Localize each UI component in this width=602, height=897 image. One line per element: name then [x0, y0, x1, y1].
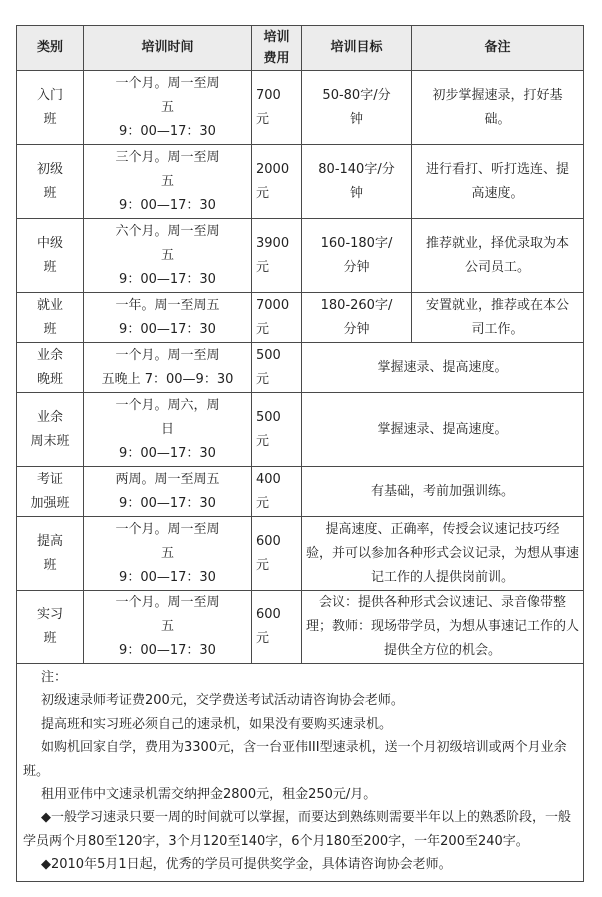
class-name-cell: 业余 周末班 — [17, 393, 84, 467]
notes-line: 提高班和实习班必须自己的速录机，如果没有要购买速录机。 — [41, 716, 393, 732]
table-row — [17, 393, 584, 467]
header-category: 类别 — [17, 26, 84, 71]
remark-cell: 初步掌握速录，打好基 础。 — [412, 71, 584, 145]
class-name-cell: 中级 班 — [17, 219, 84, 293]
fee-cell: 600 元 — [252, 517, 302, 591]
remark-cell: 安置就业，推荐或在本公 司工作。 — [412, 293, 584, 343]
fee-cell: 500 元 — [252, 393, 302, 467]
header-remark: 备注 — [412, 26, 584, 71]
time-cell: 一个月。周一至周 五 9：00—17：30 — [84, 71, 252, 145]
notes-line: 租用亚伟中文速录机需交纳押金2800元，租金250元/月。 — [41, 787, 377, 803]
time-cell: 一个月。周一至周 五晚上 7：00—9：30 — [84, 343, 252, 393]
header-time: 培训时间 — [84, 26, 252, 71]
target-cell: 80-140字/分 钟 — [302, 145, 412, 219]
merged-remark-cell: 会议：提供各种形式会议速记、录音像带整 理；教师：现场带学员，为想从事速记工作的人 提供全方位的机会。 — [302, 591, 584, 664]
header-fee: 培训 费用 — [252, 26, 302, 71]
training-table — [16, 25, 584, 882]
table-row — [17, 293, 584, 343]
table-row — [17, 145, 584, 219]
class-name-cell: 入门 班 — [17, 71, 84, 145]
fee-cell: 2000 元 — [252, 145, 302, 219]
time-cell: 一个月。周一至周 五 9：00—17：30 — [84, 591, 252, 664]
notes-title: 注： — [41, 670, 68, 685]
notes-line: 如购机回家自学，费用为3300元，含一台亚伟III型速录机，送一个月初级培训或两个月业余班。 — [23, 740, 567, 779]
header-row — [17, 26, 584, 71]
class-name-cell: 就业 班 — [17, 293, 84, 343]
fee-cell: 600 元 — [252, 591, 302, 664]
time-cell: 一年。周一至周五 9：00—17：30 — [84, 293, 252, 343]
target-cell: 160-180字/ 分钟 — [302, 219, 412, 293]
merged-remark-cell: 有基础，考前加强训练。 — [302, 467, 584, 517]
notes-line: 初级速录师考证费200元，交学费送考试活动请咨询协会老师。 — [41, 693, 404, 709]
table-row — [17, 591, 584, 664]
merged-remark-cell: 掌握速录、提高速度。 — [302, 343, 584, 393]
class-name-cell: 初级 班 — [17, 145, 84, 219]
notes-cell — [17, 664, 584, 882]
time-cell: 两周。周一至周五 9：00—17：30 — [84, 467, 252, 517]
class-name-cell: 考证 加强班 — [17, 467, 84, 517]
fee-cell: 700 元 — [252, 71, 302, 145]
target-cell: 180-260字/ 分钟 — [302, 293, 412, 343]
fee-cell: 7000 元 — [252, 293, 302, 343]
fee-cell: 400 元 — [252, 467, 302, 517]
notes-line: ◆一般学习速录只要一周的时间就可以掌握，而要达到熟练则需要半年以上的熟悉阶段，一般学员两个月80至120字，3个月120至140字，6个月180至200字，一年200至240字。 — [23, 810, 571, 849]
merged-remark-cell: 掌握速录、提高速度。 — [302, 393, 584, 467]
table-row — [17, 71, 584, 145]
time-cell: 一个月。周六，周 日 9：00—17：30 — [84, 393, 252, 467]
table-row — [17, 517, 584, 591]
time-cell: 三个月。周一至周 五 9：00—17：30 — [84, 145, 252, 219]
remark-cell: 推荐就业，择优录取为本 公司员工。 — [412, 219, 584, 293]
fee-cell: 500 元 — [252, 343, 302, 393]
header-target: 培训目标 — [302, 26, 412, 71]
class-name-cell: 业余 晚班 — [17, 343, 84, 393]
target-cell: 50-80字/分 钟 — [302, 71, 412, 145]
notes-line: ◆2010年5月1日起，优秀的学员可提供奖学金，具体请咨询协会老师。 — [41, 857, 452, 873]
table-row — [17, 219, 584, 293]
table-row — [17, 467, 584, 517]
merged-remark-cell: 提高速度、正确率，传授会议速记技巧经 验，并可以参加各种形式会议记录，为想从事速 记工作的人提供岗前训。 — [302, 517, 584, 591]
table-row — [17, 343, 584, 393]
class-name-cell: 提高 班 — [17, 517, 84, 591]
time-cell: 六个月。周一至周 五 9：00—17：30 — [84, 219, 252, 293]
time-cell: 一个月。周一至周 五 9：00—17：30 — [84, 517, 252, 591]
notes-row — [17, 664, 584, 882]
class-name-cell: 实习 班 — [17, 591, 84, 664]
fee-cell: 3900 元 — [252, 219, 302, 293]
remark-cell: 进行看打、听打选连、提 高速度。 — [412, 145, 584, 219]
